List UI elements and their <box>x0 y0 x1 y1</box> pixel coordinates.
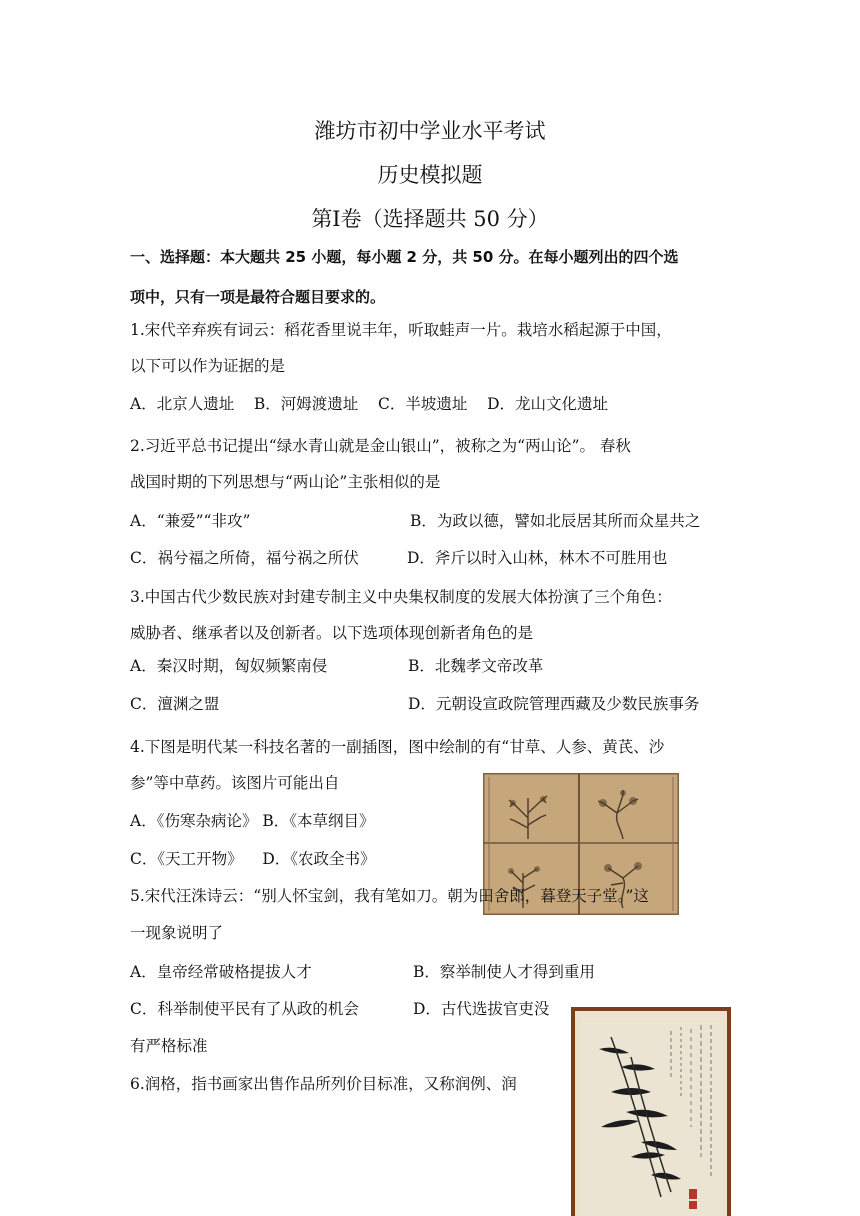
q5-stem-line1: 5.宋代汪洙诗云：“别人怀宝剑，我有笔如刀。朝为田舍郎，暮登天子堂。”这 <box>130 887 649 905</box>
q5-option-a: A．皇帝经常破格提拔人才 <box>130 963 312 981</box>
q3-stem-line2: 威胁者、继承者以及创新者。以下选项体现创新者角色的是 <box>130 624 534 642</box>
q2-option-b: B．为政以德，譬如北辰居其所而众星共之 <box>410 512 701 530</box>
q5-option-d: D．古代选拔官吏没 <box>413 1000 550 1018</box>
section-instruction-line1: 一、选择题：本大题共 25 小题，每小题 2 分，共 50 分。在每小题列出的四个选 <box>130 248 679 266</box>
paper-section-title: 第Ⅰ卷（选择题共 50 分） <box>311 207 549 231</box>
q4-options-cd: C．《天工开物》 D．《农政全书》 <box>130 850 376 868</box>
q5-stem-line2: 一现象说明了 <box>130 924 224 942</box>
q6-stem-line1: 6.润格，指书画家出售作品所列价目标准，又称润例、润 <box>130 1075 517 1093</box>
exam-subtitle: 历史模拟题 <box>377 163 483 187</box>
q2-option-c: C．祸兮福之所倚，福兮祸之所伏 <box>130 549 359 567</box>
q5-option-b: B．察举制使人才得到重用 <box>413 963 595 981</box>
q4-options-ab: A．《伤寒杂病论》 B．《本草纲目》 <box>130 812 375 830</box>
q2-option-a: A．“兼爱”“非攻” <box>130 512 251 530</box>
q4-stem-line1: 4.下图是明代某一科技名著的一副插图，图中绘制的有“甘草、人参、黄芪、沙 <box>130 738 665 756</box>
q1-stem-line1: 1.宋代辛弃疾有词云：稻花香里说丰年，听取蛙声一片。栽培水稻起源于中国， <box>130 321 672 339</box>
q4-stem-line2: 参”等中草药。该图片可能出自 <box>130 774 340 792</box>
q3-option-c: C．澶渊之盟 <box>130 695 220 713</box>
section-instruction-line2: 项中，只有一项是最符合题目要求的。 <box>130 288 386 306</box>
q1-options: A．北京人遗址 B．河姆渡遗址 C．半坡遗址 D．龙山文化遗址 <box>130 395 608 413</box>
q3-stem-line1: 3.中国古代少数民族对封建专制主义中央集权制度的发展大体扮演了三个角色： <box>130 588 672 606</box>
q1-stem-line2: 以下可以作为证据的是 <box>130 357 286 375</box>
q2-option-d: D．斧斤以时入山林，林木不可胜用也 <box>407 549 668 567</box>
q5-option-c: C．科举制使平民有了从政的机会 <box>130 1000 359 1018</box>
q3-option-b: B．北魏孝文帝改革 <box>408 657 544 675</box>
q3-option-d: D．元朝设宣政院管理西藏及少数民族事务 <box>408 695 700 713</box>
exam-title: 潍坊市初中学业水平考试 <box>314 119 546 143</box>
ink-bamboo-painting-image <box>571 1007 731 1216</box>
q3-option-a: A．秦汉时期，匈奴频繁南侵 <box>130 657 328 675</box>
q2-stem-line2: 战国时期的下列思想与“两山论”主张相似的是 <box>130 473 441 491</box>
q5-option-d-cont: 有严格标准 <box>130 1037 208 1055</box>
q2-stem-line1: 2.习近平总书记提出“绿水青山就是金山银山”，被称之为“两山论”。 春秋 <box>130 437 631 455</box>
